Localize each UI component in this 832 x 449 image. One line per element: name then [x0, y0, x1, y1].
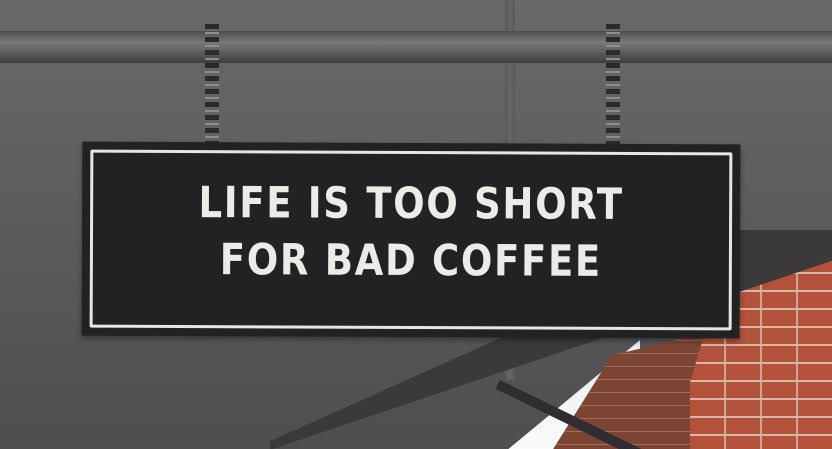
- hanging-chain-right: [606, 24, 620, 148]
- sign-line-2: FOR BAD COFFEE: [219, 235, 603, 287]
- overhead-pipe: [0, 31, 832, 63]
- hanging-sign: [82, 142, 741, 339]
- hanging-chain-left: [205, 24, 219, 148]
- sign-line-1: LIFE IS TOO SHORT: [198, 178, 624, 230]
- sign-text: [128, 175, 694, 291]
